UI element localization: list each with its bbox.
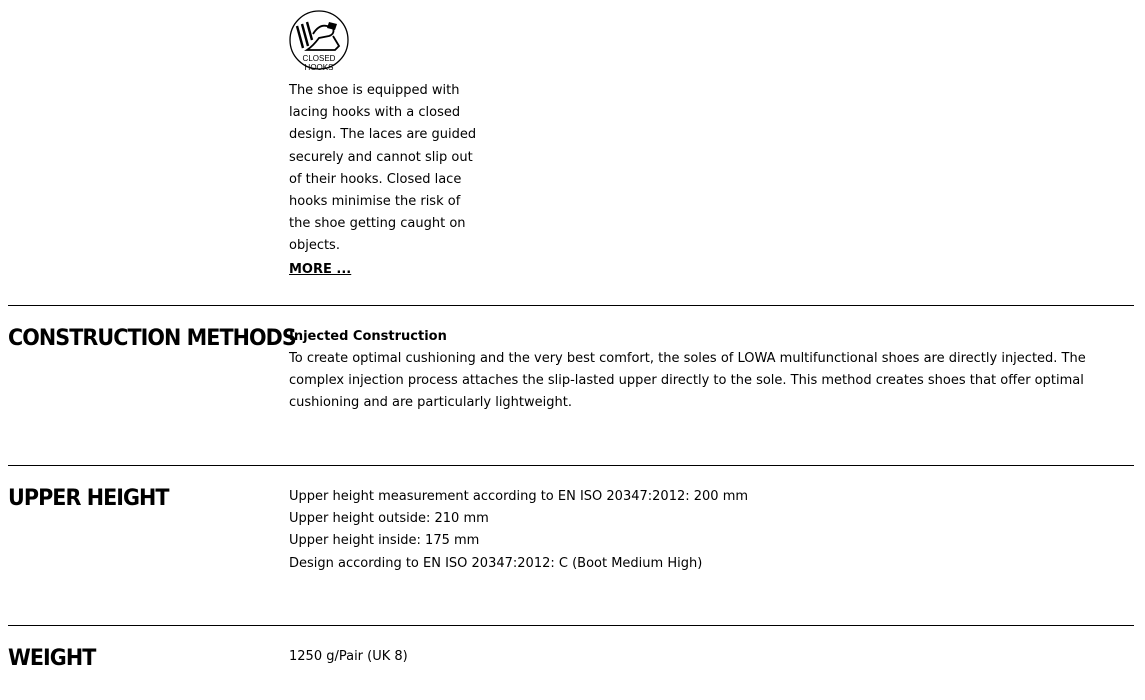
upper-height-line: Upper height outside: 210 mm — [289, 511, 489, 527]
icon-label-line2: HOOKS — [304, 63, 334, 72]
upper-height-section — [8, 465, 1134, 626]
construction-methods-body — [289, 326, 1129, 415]
weight-title: WEIGHT — [8, 646, 96, 671]
upper-height-line: Design according to EN ISO 20347:2012: C (Boot Medium High) — [289, 555, 703, 571]
closed-hooks-icon — [289, 10, 349, 72]
closed-hooks-feature — [289, 10, 489, 281]
weight-section — [8, 625, 1134, 700]
more-link[interactable]: MORE ... — [289, 261, 352, 277]
weight-value: 1250 g/Pair (UK 8) — [289, 649, 408, 664]
upper-height-line: Upper height inside: 175 mm — [289, 533, 480, 549]
construction-methods-title: CONSTRUCTION METHODS — [8, 326, 296, 351]
construction-text: To create optimal cushioning and the very best comfort, the soles of LOWA multifunctional shoes are directly injected. The complex injection process attaches the slip-lasted upper directly to the sole. This method creates shoes that offer optimal cushioning and are particularly lightweight. — [289, 351, 1086, 411]
weight-body — [289, 646, 1129, 668]
icon-label-line1: CLOSED — [302, 54, 336, 63]
construction-subtitle: Injected Construction — [289, 329, 447, 344]
upper-height-line: Upper height measurement according to EN ISO 20347:2012: 200 mm — [289, 489, 749, 504]
upper-height-body — [289, 486, 1129, 575]
upper-height-title: UPPER HEIGHT — [8, 486, 169, 511]
feature-description: The shoe is equipped with lacing hooks with a closed design. The laces are guided securely and cannot slip out of their hooks. Closed lace hooks minimise the risk of the shoe getting caught on objects. — [289, 83, 477, 254]
construction-methods-section — [8, 305, 1134, 466]
